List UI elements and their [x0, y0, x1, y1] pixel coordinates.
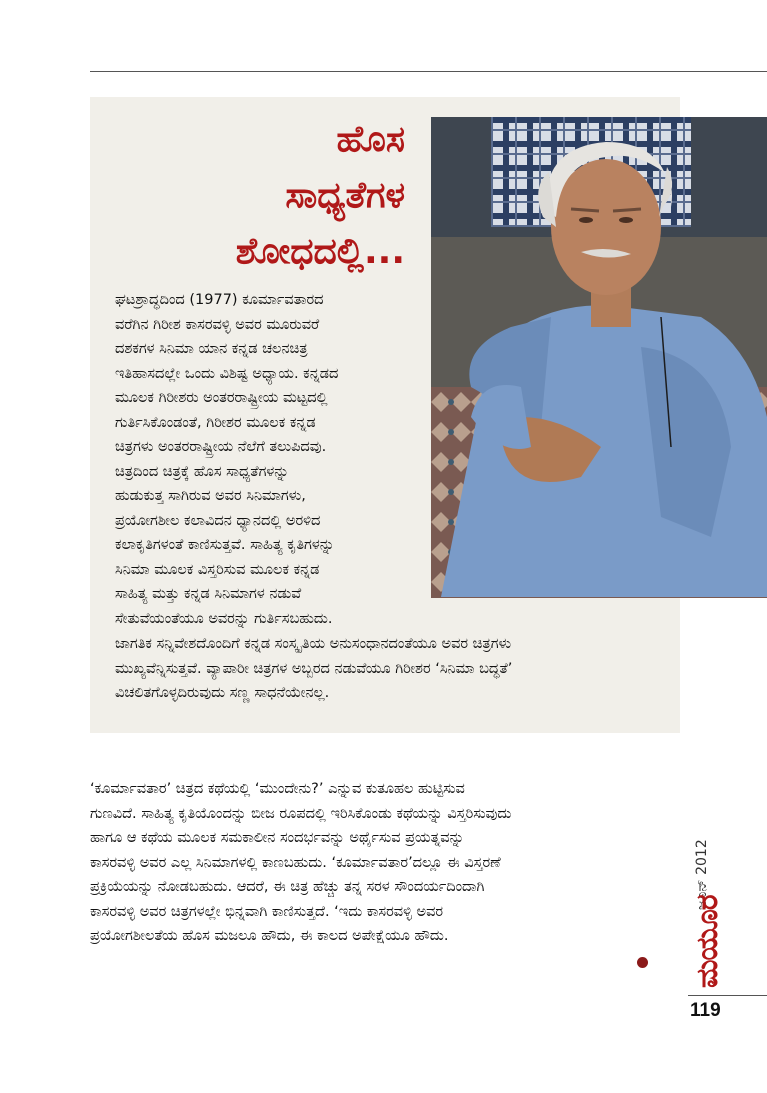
issue-date-text: ಜೂನ್ 2012 [694, 839, 710, 910]
text-line: ವರೆಗಿನ ಗಿರೀಶ ಕಾಸರವಳ್ಳಿ ಅವರ ಮೂರುವರೆ [115, 316, 320, 333]
top-rule [90, 71, 767, 72]
text-line: ಇತಿಹಾಸದಲ್ಲೇ ಒಂದು ವಿಶಿಷ್ಟ ಅಧ್ಯಾಯ. ಕನ್ನಡದ [115, 365, 339, 382]
text-line: ಕಾಸರವಳ್ಳಿ ಅವರ ಚಿತ್ರಗಳಲ್ಲೇ ಭಿನ್ನವಾಗಿ ಕಾಣಿಸುತ್ತದೆ. ‘ಇದು ಕಾಸರವಳ್ಳಿ ಅವರ [90, 903, 444, 920]
page-number: 119 [690, 1000, 721, 1021]
text-line: ವಿಚಲಿತಗೊಳ್ಳದಿರುವುದು ಸಣ್ಣ ಸಾಧನೆಯೇನಲ್ಲ. [115, 685, 330, 701]
bullet-dot [637, 957, 648, 968]
text-line: ಜಾಗತಿಕ ಸನ್ನಿವೇಶದೊಂದಿಗೆ ಕನ್ನಡ ಸಂಸ್ಕೃತಿಯ ಅನುಸಂಧಾನದಂತೆಯೂ ಅವರ ಚಿತ್ರಗಳು [115, 636, 512, 652]
bottom-rule [688, 995, 767, 996]
title-line-2: ಸಾಧ್ಯತೆಗಳ [285, 175, 405, 216]
portrait-illustration [431, 117, 767, 598]
text-line: ಗುಣವಿದೆ. ಸಾಹಿತ್ಯ ಕೃತಿಯೊಂದನ್ನು ಬೀಜ ರೂಪದಲ್ಲಿ ಇರಿಸಿಕೊಂಡು ಕಥೆಯನ್ನು ವಿಸ್ತರಿಸುವುದು [90, 805, 512, 822]
text-line: ಹುಡುಕುತ್ತ ಸಾಗಿರುವ ಅವರ ಸಿನಿಮಾಗಳು, [115, 488, 306, 504]
text-line: ಸಿನಿಮಾ ಮೂಲಕ ವಿಸ್ತರಿಸುವ ಮೂಲಕ ಕನ್ನಡ [115, 561, 320, 578]
text-line: ಪ್ರಯೋಗಶೀಲತೆಯ ಹೊಸ ಮಜಲೂ ಹೌದು, ಈ ಕಾಲದ ಅಪೇಕ್ಷೆಯೂ ಹೌದು. [90, 928, 449, 944]
title-line-3: ಶೋಧದಲ್ಲಿ... [235, 231, 405, 272]
portrait-photo [431, 117, 767, 598]
text-line: ಚಿತ್ರದಿಂದ ಚಿತ್ರಕ್ಕೆ ಹೊಸ ಸಾಧ್ಯತೆಗಳನ್ನು [115, 463, 289, 480]
title-line-1: ಹೊಸ [336, 119, 405, 160]
text-line: ಮುಖ್ಯವೆನ್ನಿಸುತ್ತವೆ. ವ್ಯಾಪಾರೀ ಚಿತ್ರಗಳ ಅಬ್ಬರದ ನಡುವೆಯೂ ಗಿರೀಶರ ‘ಸಿನಿಮಾ ಬದ್ಧತೆ’ [115, 660, 513, 677]
text-line: ದಶಕಗಳ ಸಿನಿಮಾ ಯಾನ ಕನ್ನಡ ಚಲನಚಿತ್ರ [115, 341, 308, 357]
text-line: ಘಟಶ್ರಾದ್ಧದಿಂದ (1977) ಕೂರ್ಮಾವತಾರದ [115, 292, 324, 308]
text-line: ಪ್ರಯೋಗಶೀಲ ಕಲಾವಿದನ ಧ್ಯಾನದಲ್ಲಿ ಅರಳಿದ [115, 512, 321, 529]
magazine-logo [688, 895, 728, 990]
text-line: ‘ಕೂರ್ಮಾವತಾರ’ ಚಿತ್ರದ ಕಥೆಯಲ್ಲಿ ‘ಮುಂದೇನು?’ ಎನ್ನುವ ಕುತೂಹಲ ಹುಟ್ಟಿಸುವ [90, 781, 465, 797]
box-paragraph-continued [115, 632, 670, 706]
box-paragraph [115, 288, 425, 631]
text-line: ಸೇತುವೆಯಂತೆಯೂ ಅವರನ್ನು ಗುರ್ತಿಸಬಹುದು. [115, 610, 333, 627]
text-line: ಕಾಸರವಳ್ಳಿ ಅವರ ಎಲ್ಲ ಸಿನಿಮಾಗಳಲ್ಲಿ ಕಾಣಬಹುದು. ‘ಕೂರ್ಮಾವತಾರ’ದಲ್ಲೂ ಈ ವಿಸ್ತರಣೆ [90, 854, 501, 871]
text-line: ಗುರ್ತಿಸಿಕೊಂಡಂತೆ, ಗಿರೀಶರ ಮೂಲಕ ಕನ್ನಡ [115, 414, 316, 431]
article-title [236, 112, 405, 280]
text-line: ಚಿತ್ರಗಳು ಅಂತರರಾಷ್ಟ್ರೀಯ ನೆಲೆಗೆ ತಲುಪಿದವು. [115, 439, 327, 455]
text-line: ಸಾಹಿತ್ಯ ಮತ್ತು ಕನ್ನಡ ಸಿನಿಮಾಗಳ ನಡುವೆ [115, 586, 302, 602]
text-line: ಮೂಲಕ ಗಿರೀಶರು ಅಂತರರಾಷ್ಟ್ರೀಯ ಮಟ್ಟದಲ್ಲಿ [115, 390, 328, 406]
text-line: ಪ್ರಕ್ರಿಯೆಯನ್ನು ನೋಡಬಹುದು. ಆದರೆ, ಈ ಚಿತ್ರ ಹೆಚ್ಚು ತನ್ನ ಸರಳ ಸೌಂದರ್ಯದಿಂದಾಗಿ [90, 879, 485, 895]
magazine-logo-text: ಮಯೂರ [690, 895, 725, 988]
body-paragraph [90, 777, 670, 949]
text-line: ಹಾಗೂ ಆ ಕಥೆಯ ಮೂಲಕ ಸಮಕಾಲೀನ ಸಂದರ್ಭವನ್ನು ಅರ್ಥೈಸುವ ಪ್ರಯತ್ನವನ್ನು [90, 830, 465, 846]
text-line: ಕಲಾಕೃತಿಗಳಂತೆ ಕಾಣಿಸುತ್ತವೆ. ಸಾಹಿತ್ಯ ಕೃತಿಗಳನ್ನು [115, 537, 335, 553]
